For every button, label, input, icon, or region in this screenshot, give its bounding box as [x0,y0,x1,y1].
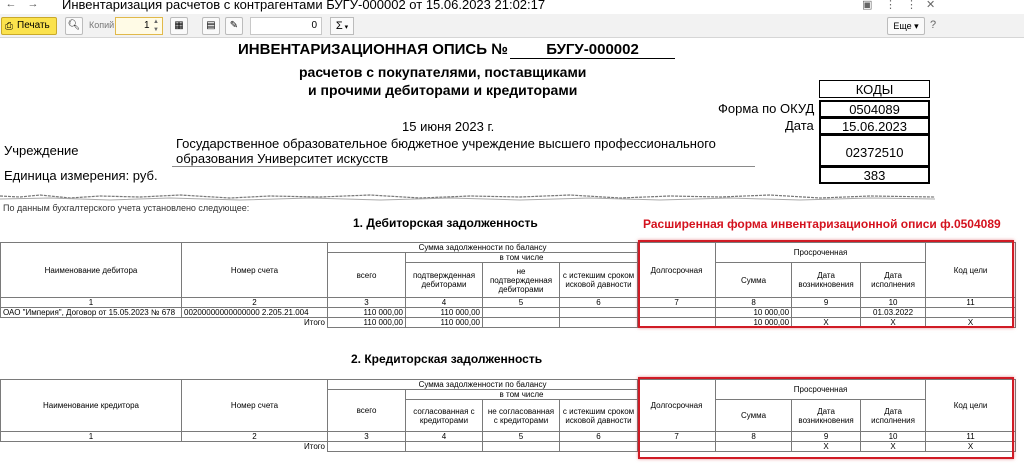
totals-x-mark: X [792,442,861,452]
col-number: 7 [638,298,716,308]
header-total: всего [328,253,406,298]
col-number: 8 [716,298,792,308]
sigma-icon: Σ [335,20,343,32]
date-value: 15.06.2023 [819,117,930,135]
col-number: 6 [560,432,638,442]
col-number: 9 [792,432,861,442]
more-button-label: Еще [893,21,912,31]
overdue-sum-cell[interactable]: 10 000,00 [716,308,792,318]
institution-name-1: Государственное образовательное бюджетное учреждение высшего профессионального [176,136,716,151]
extended-form-note: Расширенная форма инвентаризационной описи ф.0504089 [643,217,1001,231]
chevron-down-icon: ▾ [911,21,919,31]
more-vert-icon[interactable]: ⋮ [906,0,917,11]
institution-name-2: образования Университет искусств [176,151,389,166]
header-agreed: согласованная с кредиторами [406,400,483,432]
unit-code: 383 [819,166,930,184]
header-account: Номер счета [182,380,328,432]
col-number: 1 [1,432,182,442]
header-purpose-code: Код цели [926,380,1016,432]
totals-x-mark: X [926,442,1016,452]
col-number: 4 [406,298,483,308]
debtor-name-cell[interactable]: ОАО "Империя", Договор от 15.05.2023 № 678 [1,308,182,318]
print-button-label: Печать [17,20,50,31]
forward-arrow-icon[interactable]: → [27,0,39,10]
header-not-agreed: не согласованная с кредиторами [483,400,560,432]
col-number: 11 [926,432,1016,442]
header-balance: Сумма задолженности по балансу [328,243,638,253]
header-expired: с истекшим сроком исковой давности [560,400,638,432]
totals-x-mark: X [861,318,926,328]
header-longterm: Долгосрочная [638,380,716,432]
totals-x-mark: X [926,318,1016,328]
header-date-exec: Дата исполнения [861,263,926,298]
header-total: всего [328,390,406,432]
copies-label: Копий [89,20,115,30]
doc-subtitle-1: расчетов с покупателями, поставщиками [299,64,587,80]
link-icon[interactable]: ⋮ [885,0,896,11]
debtors-section-title: 1. Дебиторская задолженность [353,216,538,230]
header-overdue: Просроченная [716,380,926,400]
col-number: 4 [406,432,483,442]
highlight-frame-debtors [638,240,1014,328]
account-cell[interactable]: 00200000000000000 2.205.21.004 [182,308,328,318]
col-number: 5 [483,432,560,442]
doc-date-text: 15 июня 2023 г. [402,119,495,134]
header-unconfirmed: не подтвержденная дебиторами [483,263,560,298]
header-including: в том числе [406,390,638,400]
institution-underline [172,166,755,167]
unit-label: Единица измерения: руб. [4,168,158,183]
copies-input[interactable]: 1 [115,17,163,35]
header-including: в том числе [406,253,638,263]
header-date-exec: Дата исполнения [861,400,926,432]
copies-spinner[interactable]: ▲ ▼ [153,19,159,33]
sum-dropdown-button[interactable] [330,17,354,35]
total-cell[interactable]: 110 000,00 [328,308,406,318]
date-label: Дата [785,118,814,133]
col-number: 10 [861,298,926,308]
accounting-note: По данным бухгалтерского учета установлено следующее: [3,203,250,213]
col-number: 2 [182,432,328,442]
header-account: Номер счета [182,243,328,298]
creditors-section-title: 2. Кредиторская задолженность [351,352,543,366]
save-button[interactable] [202,17,220,35]
col-number: 9 [792,298,861,308]
sum-value-field[interactable]: 0 [250,17,322,35]
highlight-frame-creditors [638,377,1014,459]
close-icon[interactable]: ✕ [926,0,936,11]
expired-cell[interactable] [560,308,638,318]
institution-label: Учреждение [4,143,79,158]
help-icon[interactable]: ? [930,19,937,31]
col-number: 10 [861,432,926,442]
edit-button[interactable] [225,17,243,35]
totals-confirmed: 110 000,00 [406,318,483,328]
edit-icon: ✎ [229,20,239,31]
header-expired: с истекшим сроком исковой давности [560,263,638,298]
preview-button[interactable] [65,17,83,35]
unconfirmed-cell[interactable] [483,308,560,318]
col-number: 5 [483,298,560,308]
page-setup-button[interactable] [170,17,188,35]
header-overdue-sum: Сумма [716,263,792,298]
totals-overdue-sum: 10 000,00 [716,318,792,328]
header-balance: Сумма задолженности по балансу [328,380,638,390]
col-number: 7 [638,432,716,442]
magnifier-icon: 🔍︎ [67,20,81,31]
header-overdue: Просроченная [716,243,926,263]
doc-number: БУГУ-000002 [510,41,675,59]
header-overdue-sum: Сумма [716,400,792,432]
col-number: 2 [182,298,328,308]
header-longterm: Долгосрочная [638,243,716,298]
more-button[interactable] [887,17,925,35]
table-settings-icon: ▦ [174,20,184,31]
col-number: 3 [328,432,406,442]
chevron-down-icon: ▾ [342,24,349,31]
col-number: 1 [1,298,182,308]
okud-label: Форма по ОКУД [718,101,815,116]
totals-x-mark: X [861,442,926,452]
page-break-separator [0,193,935,201]
totals-total: 110 000,00 [328,318,406,328]
header-purpose-code: Код цели [926,243,1016,298]
header-date-origin: Дата возникновения [792,263,861,298]
totals-label: Итого [182,442,328,452]
doc-title: ИНВЕНТАРИЗАЦИОННАЯ ОПИСЬ № [238,41,508,58]
col-number: 11 [926,298,1016,308]
okud-value: 0504089 [819,100,930,118]
col-number: 3 [328,298,406,308]
totals-x-mark: X [792,318,861,328]
print-button[interactable] [1,17,57,35]
totals-label: Итого [182,318,328,328]
window-titlebar [0,0,1024,13]
back-arrow-icon[interactable]: ← [5,0,17,10]
col-number: 8 [716,432,792,442]
window-title: Инвентаризация расчетов с контрагентами БУГУ-000002 от 15.06.2023 21:02:17 [62,0,546,12]
institution-code: 02372510 [819,134,930,167]
confirmed-cell[interactable]: 110 000,00 [406,308,483,318]
codes-header: КОДЫ [819,80,930,98]
header-creditor-name: Наименование кредитора [1,380,182,432]
save-to-disk-icon[interactable]: ▣ [862,0,873,11]
floppy-icon: ▤ [206,20,216,31]
doc-subtitle-2: и прочими дебиторами и кредиторами [308,82,578,98]
header-date-origin: Дата возникновения [792,400,861,432]
header-confirmed: подтвержденная дебиторами [406,263,483,298]
col-number: 6 [560,298,638,308]
date-exec-cell[interactable]: 01.03.2022 [861,308,926,318]
toolbar [0,14,1024,38]
header-debtor-name: Наименование дебитора [1,243,182,298]
printer-icon: ⎙ [5,21,13,32]
